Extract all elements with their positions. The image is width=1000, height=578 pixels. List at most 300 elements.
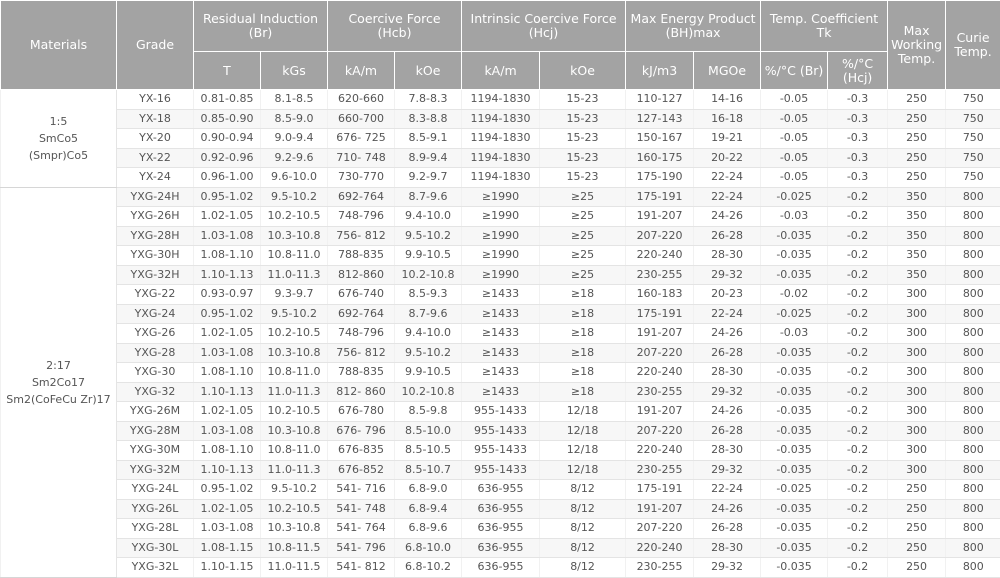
max-working-temp-cell: 350 bbox=[888, 207, 946, 227]
unit-header: %/°C (Br) bbox=[761, 52, 828, 90]
curie-temp-cell: 800 bbox=[946, 421, 1000, 441]
max-working-temp-cell: 300 bbox=[888, 421, 946, 441]
material-cell bbox=[1, 187, 117, 577]
max-working-temp-cell: 300 bbox=[888, 441, 946, 461]
tk-hcj-cell: -0.3 bbox=[828, 129, 888, 149]
header-coercive-force: Coercive Force (Hcb) bbox=[328, 1, 462, 52]
tk-hcj-cell: -0.2 bbox=[828, 382, 888, 402]
hcb-kam-cell: 541- 764 bbox=[328, 519, 395, 539]
hcb-koe-cell: 6.8-10.2 bbox=[395, 558, 462, 578]
table-row bbox=[1, 285, 1000, 305]
bh-mgoe-cell: 26-28 bbox=[694, 519, 761, 539]
max-working-temp-cell: 350 bbox=[888, 226, 946, 246]
hcj-kam-cell: ≥1433 bbox=[462, 285, 540, 305]
br-t-cell: 1.10-1.13 bbox=[194, 460, 261, 480]
tk-hcj-cell: -0.2 bbox=[828, 499, 888, 519]
bh-kjm3-cell: 191-207 bbox=[626, 499, 694, 519]
br-kgs-cell: 11.0-11.3 bbox=[261, 382, 328, 402]
bh-mgoe-cell: 29-32 bbox=[694, 460, 761, 480]
tk-br-cell: -0.05 bbox=[761, 90, 828, 110]
table-row bbox=[1, 558, 1000, 578]
tk-hcj-cell: -0.2 bbox=[828, 441, 888, 461]
tk-hcj-cell: -0.3 bbox=[828, 109, 888, 129]
hcj-kam-cell: ≥1433 bbox=[462, 324, 540, 344]
hcb-koe-cell: 10.2-10.8 bbox=[395, 265, 462, 285]
hcb-kam-cell: 676-780 bbox=[328, 402, 395, 422]
br-kgs-cell: 10.3-10.8 bbox=[261, 519, 328, 539]
hcb-kam-cell: 756- 812 bbox=[328, 343, 395, 363]
br-t-cell: 1.02-1.05 bbox=[194, 402, 261, 422]
bh-kjm3-cell: 207-220 bbox=[626, 343, 694, 363]
hcb-kam-cell: 620-660 bbox=[328, 90, 395, 110]
grade-cell: YX-18 bbox=[117, 109, 194, 129]
bh-mgoe-cell: 20-23 bbox=[694, 285, 761, 305]
hcb-kam-cell: 730-770 bbox=[328, 168, 395, 188]
br-kgs-cell: 11.0-11.3 bbox=[261, 265, 328, 285]
hcj-koe-cell: ≥25 bbox=[540, 246, 626, 266]
tk-hcj-cell: -0.2 bbox=[828, 402, 888, 422]
bh-mgoe-cell: 28-30 bbox=[694, 538, 761, 558]
hcb-koe-cell: 9.5-10.2 bbox=[395, 226, 462, 246]
curie-temp-cell: 800 bbox=[946, 441, 1000, 461]
table-row bbox=[1, 265, 1000, 285]
hcj-kam-cell: 1194-1830 bbox=[462, 148, 540, 168]
br-t-cell: 1.02-1.05 bbox=[194, 207, 261, 227]
br-t-cell: 1.03-1.08 bbox=[194, 343, 261, 363]
hcb-kam-cell: 748-796 bbox=[328, 207, 395, 227]
tk-hcj-cell: -0.2 bbox=[828, 304, 888, 324]
tk-hcj-cell: -0.2 bbox=[828, 285, 888, 305]
grade-cell: YXG-32 bbox=[117, 382, 194, 402]
br-t-cell: 0.81-0.85 bbox=[194, 90, 261, 110]
unit-header: T bbox=[194, 52, 261, 90]
bh-mgoe-cell: 22-24 bbox=[694, 187, 761, 207]
hcj-koe-cell: 12/18 bbox=[540, 460, 626, 480]
max-working-temp-cell: 250 bbox=[888, 90, 946, 110]
material-line: SmCo5 bbox=[1, 130, 116, 147]
grade-cell: YXG-32M bbox=[117, 460, 194, 480]
br-t-cell: 0.96-1.00 bbox=[194, 168, 261, 188]
table-row bbox=[1, 226, 1000, 246]
tk-hcj-cell: -0.3 bbox=[828, 90, 888, 110]
hcj-kam-cell: 1194-1830 bbox=[462, 109, 540, 129]
table-row bbox=[1, 460, 1000, 480]
hcb-koe-cell: 8.7-9.6 bbox=[395, 304, 462, 324]
tk-br-cell: -0.035 bbox=[761, 226, 828, 246]
tk-br-cell: -0.05 bbox=[761, 109, 828, 129]
bh-kjm3-cell: 191-207 bbox=[626, 324, 694, 344]
br-kgs-cell: 10.8-11.0 bbox=[261, 246, 328, 266]
hcj-koe-cell: ≥25 bbox=[540, 187, 626, 207]
hcb-kam-cell: 710- 748 bbox=[328, 148, 395, 168]
material-line: 1:5 bbox=[1, 113, 116, 130]
hcj-kam-cell: 636-955 bbox=[462, 538, 540, 558]
bh-mgoe-cell: 14-16 bbox=[694, 90, 761, 110]
grade-cell: YXG-28M bbox=[117, 421, 194, 441]
hcj-kam-cell: 636-955 bbox=[462, 499, 540, 519]
max-working-temp-cell: 300 bbox=[888, 304, 946, 324]
hcj-koe-cell: 15-23 bbox=[540, 148, 626, 168]
bh-kjm3-cell: 230-255 bbox=[626, 382, 694, 402]
br-kgs-cell: 9.2-9.6 bbox=[261, 148, 328, 168]
tk-br-cell: -0.035 bbox=[761, 402, 828, 422]
table-row bbox=[1, 90, 1000, 110]
bh-mgoe-cell: 24-26 bbox=[694, 207, 761, 227]
tk-br-cell: -0.05 bbox=[761, 168, 828, 188]
tk-br-cell: -0.035 bbox=[761, 343, 828, 363]
tk-hcj-cell: -0.2 bbox=[828, 460, 888, 480]
bh-mgoe-cell: 29-32 bbox=[694, 265, 761, 285]
hcj-kam-cell: ≥1433 bbox=[462, 304, 540, 324]
table-row bbox=[1, 363, 1000, 383]
tk-hcj-cell: -0.2 bbox=[828, 226, 888, 246]
header-max-energy-product: Max Energy Product (BH)max bbox=[626, 1, 761, 52]
table-row bbox=[1, 148, 1000, 168]
hcj-koe-cell: 12/18 bbox=[540, 421, 626, 441]
tk-hcj-cell: -0.2 bbox=[828, 363, 888, 383]
max-working-temp-cell: 350 bbox=[888, 187, 946, 207]
tk-br-cell: -0.035 bbox=[761, 265, 828, 285]
bh-kjm3-cell: 110-127 bbox=[626, 90, 694, 110]
table-row bbox=[1, 343, 1000, 363]
max-working-temp-cell: 300 bbox=[888, 382, 946, 402]
unit-header: kOe bbox=[395, 52, 462, 90]
hcj-koe-cell: ≥18 bbox=[540, 304, 626, 324]
hcb-koe-cell: 8.5-10.5 bbox=[395, 441, 462, 461]
grade-cell: YX-24 bbox=[117, 168, 194, 188]
grade-cell: YXG-30H bbox=[117, 246, 194, 266]
max-working-temp-cell: 250 bbox=[888, 499, 946, 519]
hcb-kam-cell: 748-796 bbox=[328, 324, 395, 344]
max-working-temp-cell: 250 bbox=[888, 148, 946, 168]
br-kgs-cell: 10.3-10.8 bbox=[261, 226, 328, 246]
br-kgs-cell: 10.2-10.5 bbox=[261, 499, 328, 519]
curie-temp-cell: 750 bbox=[946, 148, 1000, 168]
bh-mgoe-cell: 20-22 bbox=[694, 148, 761, 168]
br-t-cell: 0.92-0.96 bbox=[194, 148, 261, 168]
tk-hcj-cell: -0.2 bbox=[828, 480, 888, 500]
table-header bbox=[1, 1, 1000, 90]
bh-mgoe-cell: 24-26 bbox=[694, 324, 761, 344]
grade-cell: YXG-30 bbox=[117, 363, 194, 383]
hcb-koe-cell: 6.8-9.0 bbox=[395, 480, 462, 500]
hcj-kam-cell: 955-1433 bbox=[462, 441, 540, 461]
hcb-koe-cell: 8.5-9.8 bbox=[395, 402, 462, 422]
bh-mgoe-cell: 19-21 bbox=[694, 129, 761, 149]
tk-hcj-cell: -0.2 bbox=[828, 324, 888, 344]
hcb-koe-cell: 9.2-9.7 bbox=[395, 168, 462, 188]
bh-mgoe-cell: 24-26 bbox=[694, 402, 761, 422]
material-line: Sm2Co17 bbox=[1, 374, 116, 391]
table-row bbox=[1, 402, 1000, 422]
br-t-cell: 0.90-0.94 bbox=[194, 129, 261, 149]
grade-cell: YXG-28 bbox=[117, 343, 194, 363]
br-t-cell: 1.10-1.13 bbox=[194, 265, 261, 285]
table-row bbox=[1, 421, 1000, 441]
curie-temp-cell: 800 bbox=[946, 324, 1000, 344]
max-working-temp-cell: 250 bbox=[888, 538, 946, 558]
hcb-koe-cell: 8.5-9.1 bbox=[395, 129, 462, 149]
curie-temp-cell: 750 bbox=[946, 109, 1000, 129]
table-row bbox=[1, 246, 1000, 266]
br-kgs-cell: 8.5-9.0 bbox=[261, 109, 328, 129]
hcb-kam-cell: 541- 796 bbox=[328, 538, 395, 558]
tk-hcj-cell: -0.3 bbox=[828, 148, 888, 168]
br-t-cell: 1.03-1.08 bbox=[194, 421, 261, 441]
hcj-koe-cell: 15-23 bbox=[540, 129, 626, 149]
grade-cell: YXG-26H bbox=[117, 207, 194, 227]
hcb-kam-cell: 660-700 bbox=[328, 109, 395, 129]
curie-temp-cell: 800 bbox=[946, 226, 1000, 246]
bh-mgoe-cell: 24-26 bbox=[694, 499, 761, 519]
material-line: 2:17 bbox=[1, 357, 116, 374]
tk-hcj-cell: -0.2 bbox=[828, 343, 888, 363]
hcj-kam-cell: 636-955 bbox=[462, 480, 540, 500]
hcb-kam-cell: 812-860 bbox=[328, 265, 395, 285]
max-working-temp-cell: 300 bbox=[888, 343, 946, 363]
bh-kjm3-cell: 220-240 bbox=[626, 441, 694, 461]
bh-kjm3-cell: 207-220 bbox=[626, 519, 694, 539]
max-working-temp-cell: 300 bbox=[888, 324, 946, 344]
bh-kjm3-cell: 175-191 bbox=[626, 304, 694, 324]
grade-cell: YXG-24L bbox=[117, 480, 194, 500]
br-kgs-cell: 11.0-11.5 bbox=[261, 558, 328, 578]
hcb-koe-cell: 8.7-9.6 bbox=[395, 187, 462, 207]
hcb-kam-cell: 692-764 bbox=[328, 187, 395, 207]
max-working-temp-cell: 300 bbox=[888, 460, 946, 480]
tk-hcj-cell: -0.2 bbox=[828, 519, 888, 539]
hcb-kam-cell: 676-740 bbox=[328, 285, 395, 305]
bh-mgoe-cell: 26-28 bbox=[694, 421, 761, 441]
hcb-kam-cell: 541- 748 bbox=[328, 499, 395, 519]
hcb-koe-cell: 6.8-9.6 bbox=[395, 519, 462, 539]
curie-temp-cell: 750 bbox=[946, 90, 1000, 110]
br-kgs-cell: 10.2-10.5 bbox=[261, 207, 328, 227]
bh-kjm3-cell: 175-191 bbox=[626, 187, 694, 207]
br-kgs-cell: 10.2-10.5 bbox=[261, 324, 328, 344]
unit-header: %/°C (Hcj) bbox=[828, 52, 888, 90]
hcj-kam-cell: 1194-1830 bbox=[462, 129, 540, 149]
tk-hcj-cell: -0.2 bbox=[828, 558, 888, 578]
hcj-kam-cell: ≥1990 bbox=[462, 246, 540, 266]
hcb-koe-cell: 10.2-10.8 bbox=[395, 382, 462, 402]
bh-kjm3-cell: 175-190 bbox=[626, 168, 694, 188]
tk-br-cell: -0.035 bbox=[761, 246, 828, 266]
bh-mgoe-cell: 26-28 bbox=[694, 343, 761, 363]
max-working-temp-cell: 300 bbox=[888, 285, 946, 305]
max-working-temp-cell: 250 bbox=[888, 558, 946, 578]
header-curie-temp: Curie Temp. bbox=[946, 1, 1000, 90]
bh-kjm3-cell: 230-255 bbox=[626, 265, 694, 285]
br-kgs-cell: 10.3-10.8 bbox=[261, 421, 328, 441]
hcj-kam-cell: ≥1990 bbox=[462, 207, 540, 227]
tk-br-cell: -0.03 bbox=[761, 324, 828, 344]
hcj-koe-cell: 15-23 bbox=[540, 168, 626, 188]
br-t-cell: 1.08-1.10 bbox=[194, 246, 261, 266]
table-row bbox=[1, 499, 1000, 519]
br-t-cell: 1.08-1.15 bbox=[194, 538, 261, 558]
grade-cell: YX-22 bbox=[117, 148, 194, 168]
hcj-kam-cell: 636-955 bbox=[462, 519, 540, 539]
hcj-koe-cell: ≥25 bbox=[540, 226, 626, 246]
tk-br-cell: -0.035 bbox=[761, 499, 828, 519]
br-kgs-cell: 8.1-8.5 bbox=[261, 90, 328, 110]
max-working-temp-cell: 300 bbox=[888, 402, 946, 422]
bh-kjm3-cell: 220-240 bbox=[626, 538, 694, 558]
br-t-cell: 1.10-1.13 bbox=[194, 382, 261, 402]
hcb-koe-cell: 9.4-10.0 bbox=[395, 207, 462, 227]
hcb-kam-cell: 676-852 bbox=[328, 460, 395, 480]
grade-cell: YXG-30M bbox=[117, 441, 194, 461]
hcb-kam-cell: 541- 716 bbox=[328, 480, 395, 500]
grade-cell: YXG-24H bbox=[117, 187, 194, 207]
curie-temp-cell: 750 bbox=[946, 168, 1000, 188]
unit-header: kA/m bbox=[462, 52, 540, 90]
curie-temp-cell: 750 bbox=[946, 129, 1000, 149]
hcj-kam-cell: ≥1433 bbox=[462, 363, 540, 383]
br-kgs-cell: 11.0-11.3 bbox=[261, 460, 328, 480]
grade-cell: YXG-28L bbox=[117, 519, 194, 539]
tk-br-cell: -0.035 bbox=[761, 421, 828, 441]
tk-hcj-cell: -0.2 bbox=[828, 538, 888, 558]
hcj-kam-cell: 1194-1830 bbox=[462, 168, 540, 188]
bh-kjm3-cell: 160-175 bbox=[626, 148, 694, 168]
grade-cell: YX-20 bbox=[117, 129, 194, 149]
hcb-kam-cell: 692-764 bbox=[328, 304, 395, 324]
header-temp-coefficient: Temp. Coefficient Tk bbox=[761, 1, 888, 52]
tk-br-cell: -0.035 bbox=[761, 538, 828, 558]
table-row bbox=[1, 324, 1000, 344]
unit-header: kJ/m3 bbox=[626, 52, 694, 90]
material-cell bbox=[1, 90, 117, 188]
curie-temp-cell: 800 bbox=[946, 363, 1000, 383]
tk-br-cell: -0.035 bbox=[761, 519, 828, 539]
hcb-koe-cell: 8.5-10.7 bbox=[395, 460, 462, 480]
material-line: (Smpr)Co5 bbox=[1, 147, 116, 164]
hcj-koe-cell: ≥18 bbox=[540, 285, 626, 305]
hcj-kam-cell: 955-1433 bbox=[462, 460, 540, 480]
max-working-temp-cell: 300 bbox=[888, 363, 946, 383]
hcj-koe-cell: 8/12 bbox=[540, 480, 626, 500]
hcj-koe-cell: 8/12 bbox=[540, 519, 626, 539]
curie-temp-cell: 800 bbox=[946, 207, 1000, 227]
tk-hcj-cell: -0.2 bbox=[828, 207, 888, 227]
tk-br-cell: -0.035 bbox=[761, 460, 828, 480]
br-t-cell: 0.95-1.02 bbox=[194, 304, 261, 324]
hcj-koe-cell: ≥18 bbox=[540, 363, 626, 383]
tk-hcj-cell: -0.3 bbox=[828, 168, 888, 188]
max-working-temp-cell: 250 bbox=[888, 480, 946, 500]
tk-br-cell: -0.025 bbox=[761, 187, 828, 207]
max-working-temp-cell: 250 bbox=[888, 519, 946, 539]
max-working-temp-cell: 250 bbox=[888, 168, 946, 188]
hcj-kam-cell: 955-1433 bbox=[462, 402, 540, 422]
bh-kjm3-cell: 127-143 bbox=[626, 109, 694, 129]
hcb-koe-cell: 8.3-8.8 bbox=[395, 109, 462, 129]
curie-temp-cell: 800 bbox=[946, 187, 1000, 207]
br-t-cell: 0.95-1.02 bbox=[194, 480, 261, 500]
hcb-koe-cell: 8.9-9.4 bbox=[395, 148, 462, 168]
hcb-kam-cell: 788-835 bbox=[328, 246, 395, 266]
hcb-kam-cell: 541- 812 bbox=[328, 558, 395, 578]
hcb-koe-cell: 6.8-9.4 bbox=[395, 499, 462, 519]
tk-br-cell: -0.025 bbox=[761, 480, 828, 500]
grade-cell: YXG-30L bbox=[117, 538, 194, 558]
grade-cell: YXG-26L bbox=[117, 499, 194, 519]
br-kgs-cell: 10.8-11.0 bbox=[261, 363, 328, 383]
hcj-kam-cell: ≥1433 bbox=[462, 343, 540, 363]
hcb-koe-cell: 7.8-8.3 bbox=[395, 90, 462, 110]
bh-kjm3-cell: 160-183 bbox=[626, 285, 694, 305]
br-t-cell: 0.93-0.97 bbox=[194, 285, 261, 305]
max-working-temp-cell: 250 bbox=[888, 109, 946, 129]
br-kgs-cell: 10.3-10.8 bbox=[261, 343, 328, 363]
hcj-koe-cell: 8/12 bbox=[540, 558, 626, 578]
curie-temp-cell: 800 bbox=[946, 402, 1000, 422]
bh-mgoe-cell: 28-30 bbox=[694, 246, 761, 266]
table-row bbox=[1, 207, 1000, 227]
bh-kjm3-cell: 230-255 bbox=[626, 558, 694, 578]
hcj-kam-cell: 955-1433 bbox=[462, 421, 540, 441]
table-row bbox=[1, 129, 1000, 149]
grade-cell: YXG-24 bbox=[117, 304, 194, 324]
hcj-kam-cell: 636-955 bbox=[462, 558, 540, 578]
bh-kjm3-cell: 191-207 bbox=[626, 402, 694, 422]
hcb-koe-cell: 8.5-10.0 bbox=[395, 421, 462, 441]
br-kgs-cell: 9.0-9.4 bbox=[261, 129, 328, 149]
hcj-kam-cell: ≥1990 bbox=[462, 265, 540, 285]
br-kgs-cell: 9.5-10.2 bbox=[261, 187, 328, 207]
br-t-cell: 1.10-1.15 bbox=[194, 558, 261, 578]
hcj-koe-cell: 8/12 bbox=[540, 499, 626, 519]
header-materials: Materials bbox=[1, 1, 117, 90]
hcj-koe-cell: 12/18 bbox=[540, 441, 626, 461]
grade-cell: YXG-32H bbox=[117, 265, 194, 285]
bh-mgoe-cell: 26-28 bbox=[694, 226, 761, 246]
hcj-kam-cell: 1194-1830 bbox=[462, 90, 540, 110]
tk-hcj-cell: -0.2 bbox=[828, 265, 888, 285]
br-kgs-cell: 10.8-11.5 bbox=[261, 538, 328, 558]
curie-temp-cell: 800 bbox=[946, 460, 1000, 480]
hcb-koe-cell: 9.9-10.5 bbox=[395, 246, 462, 266]
curie-temp-cell: 800 bbox=[946, 499, 1000, 519]
br-t-cell: 1.08-1.10 bbox=[194, 363, 261, 383]
hcb-kam-cell: 812- 860 bbox=[328, 382, 395, 402]
hcj-koe-cell: ≥25 bbox=[540, 265, 626, 285]
curie-temp-cell: 800 bbox=[946, 382, 1000, 402]
tk-br-cell: -0.035 bbox=[761, 441, 828, 461]
br-kgs-cell: 10.8-11.0 bbox=[261, 441, 328, 461]
table-row bbox=[1, 168, 1000, 188]
curie-temp-cell: 800 bbox=[946, 265, 1000, 285]
bh-kjm3-cell: 230-255 bbox=[626, 460, 694, 480]
hcj-koe-cell: 15-23 bbox=[540, 109, 626, 129]
hcb-kam-cell: 676- 796 bbox=[328, 421, 395, 441]
table-row bbox=[1, 519, 1000, 539]
hcj-kam-cell: ≥1990 bbox=[462, 187, 540, 207]
hcb-kam-cell: 676-835 bbox=[328, 441, 395, 461]
br-t-cell: 1.03-1.08 bbox=[194, 226, 261, 246]
hcb-kam-cell: 756- 812 bbox=[328, 226, 395, 246]
bh-kjm3-cell: 175-191 bbox=[626, 480, 694, 500]
hcb-kam-cell: 676- 725 bbox=[328, 129, 395, 149]
tk-br-cell: -0.05 bbox=[761, 148, 828, 168]
curie-temp-cell: 800 bbox=[946, 538, 1000, 558]
bh-mgoe-cell: 29-32 bbox=[694, 382, 761, 402]
bh-kjm3-cell: 220-240 bbox=[626, 246, 694, 266]
max-working-temp-cell: 250 bbox=[888, 129, 946, 149]
max-working-temp-cell: 350 bbox=[888, 265, 946, 285]
